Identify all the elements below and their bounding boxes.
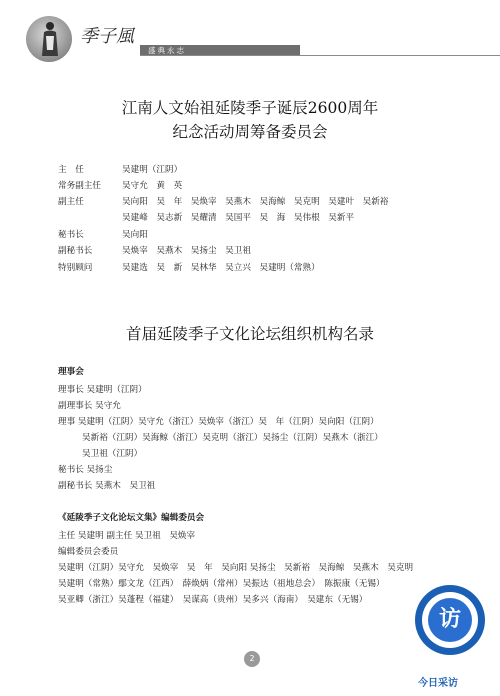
- scholar-figure-icon: [40, 20, 60, 58]
- council-heading: 理事会: [58, 367, 84, 377]
- council-line: 吴新裕（江阴）吴海鲸（浙江）吴克明（浙江）吴扬尘（江阴）吴燕木（浙江）: [82, 433, 383, 443]
- council-line: 秘书长 吴扬尘: [58, 465, 113, 475]
- section2-title: 首届延陵季子文化论坛组织机构名录: [125, 325, 374, 343]
- watermark-brand: 今日采访: [418, 678, 458, 689]
- committee-row: 常务副主任 吴守允 黄 英: [58, 181, 183, 191]
- committee-row: 特别顾问 吴建选 吴 新 吴林华 吴立兴 吴建明（常熟）: [58, 263, 320, 273]
- council-line: 理事长 吴建明（江阴）: [58, 385, 147, 395]
- council-line: 吴卫祖（江阴）: [82, 449, 143, 459]
- committee-row: 主 任 吴建明（江阴）: [58, 165, 183, 175]
- editorial-heading: 《延陵季子文化论坛文集》编辑委员会: [58, 513, 205, 523]
- editorial-line: 主任 吴建明 副主任 吴卫祖 吴焕宰: [58, 531, 196, 541]
- committee-row: 秘书长 吴向阳: [58, 230, 148, 240]
- committee-row: 副秘书长 吴焕宰 吴燕木 吴扬尘 吴卫祖: [58, 246, 251, 256]
- brand-script: 季子風: [80, 26, 134, 47]
- watermark-glyph: 访: [428, 598, 472, 642]
- page-number: 2: [244, 651, 260, 667]
- header-rule: [140, 55, 500, 56]
- council-line: 副秘书长 吴燕木 吴卫祖: [58, 481, 156, 491]
- committee-row: 副主任 吴向阳 吴 年 吴焕宰 吴燕木 吴海鲸 吴克明 吴建叶 吴新裕: [58, 197, 389, 207]
- editorial-line: 吴建明（江阴）吴守允 吴焕宰 吴 年 吴向阳 吴扬尘 吴新裕 吴海鲸 吴燕木 吴克明: [58, 563, 414, 573]
- editorial-line: 吴建明（常熟）鄢文龙（江西） 薛焕炳（常州）吴振达（祖地总会） 陈振康（无锡）: [58, 579, 385, 589]
- council-line: 理事 吴建明（江阴）吴守允（浙江）吴焕宰（浙江）吴 年（江阴）吴向阳（江阴）: [58, 417, 379, 427]
- council-line: 副理事长 吴守允: [58, 401, 121, 411]
- editorial-line: 编辑委员会委员: [58, 547, 119, 557]
- section1-title-line2: 纪念活动周筹备委员会: [172, 123, 328, 141]
- committee-row: 吴建峰 吴志新 吴耀清 吴国平 吴 海 吴伟根 吴新平: [122, 213, 355, 223]
- section1-title-line1: 江南人文始祖延陵季子诞辰2600周年: [121, 99, 379, 117]
- editorial-line: 吴亚卿（浙江）吴蓬程（福建） 吴谋高（贵州）吴多兴（海南） 吴建东（无锡）: [58, 595, 368, 605]
- section-tag: 盛典永志: [148, 46, 186, 55]
